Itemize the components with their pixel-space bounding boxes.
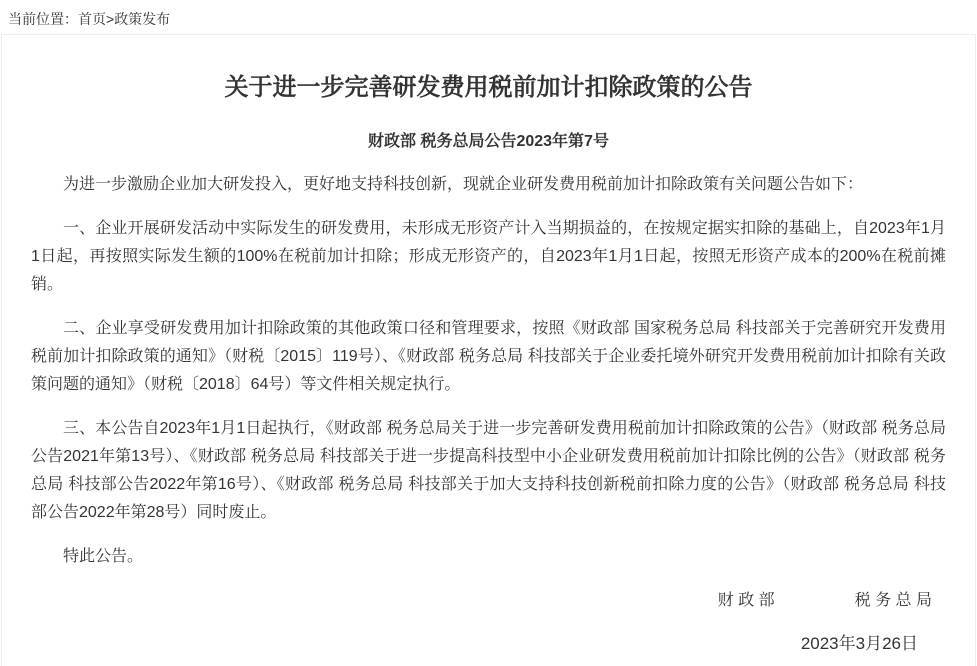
article-body (31, 171, 946, 571)
document-number: 财政部 税务总局公告2023年第7号 (368, 133, 609, 150)
breadcrumb-section-link[interactable]: 政策发布 (114, 11, 171, 27)
signature-date: 2023年3月26日 (800, 634, 918, 653)
breadcrumb-label: 当前位置： (8, 11, 78, 27)
signature-row (31, 587, 946, 615)
signature-agency-taxation: 税 务 总 局 (854, 592, 932, 609)
paragraph-item-1: 一、企业开展研发活动中实际发生的研发费用，未形成无形资产计入当期损益的，在按规定据实扣除的基础上，自2023年1月1日起，再按照实际发生额的100%在税前加计扣除；形成无形资产的，自2023年1月1日起，按照无形资产成本的200%在税前摊销。 (31, 220, 946, 293)
paragraph-item-2: 二、企业享受研发费用加计扣除政策的其他政策口径和管理要求，按照《财政部 国家税务总局 科技部关于完善研究开发费用税前加计扣除政策的通知》（财税〔2015〕119号）、《财政部 税务总局 科技部关于企业委托境外研究开发费用税前加计扣除有关政策问题的通知》（财税〔2018〕64号）等文件相关规定执行。 (31, 320, 946, 393)
breadcrumb (0, 0, 977, 34)
breadcrumb-separator: > (106, 11, 115, 27)
paragraph-closing: 特此公告。 (63, 548, 144, 565)
paragraph-item-3: 三、本公告自2023年1月1日起执行，《财政部 税务总局关于进一步完善研发费用税前加计扣除政策的公告》（财政部 税务总局公告2021年第13号）、《财政部 税务总局 科技部关于进一步提高科技型中小企业研发费用税前加计扣除比例的公告》（财政部 税务总局 科技部公告2022年第16号）、《财政部 税务总局 科技部关于加大支持科技创新税前扣除力度的公告》（财政部 税务总局 科技部公告2022年第28号）同时废止。 (31, 420, 946, 521)
signature-agency-finance: 财 政 部 (717, 592, 775, 609)
breadcrumb-home-link[interactable]: 首页 (78, 11, 106, 27)
article-container (1, 34, 976, 666)
page-title: 关于进一步完善研发费用税前加计扣除政策的公告 (224, 74, 753, 101)
paragraph-intro: 为进一步激励企业加大研发投入，更好地支持科技创新，现就企业研发费用税前加计扣除政策有关问题公告如下： (63, 176, 864, 193)
